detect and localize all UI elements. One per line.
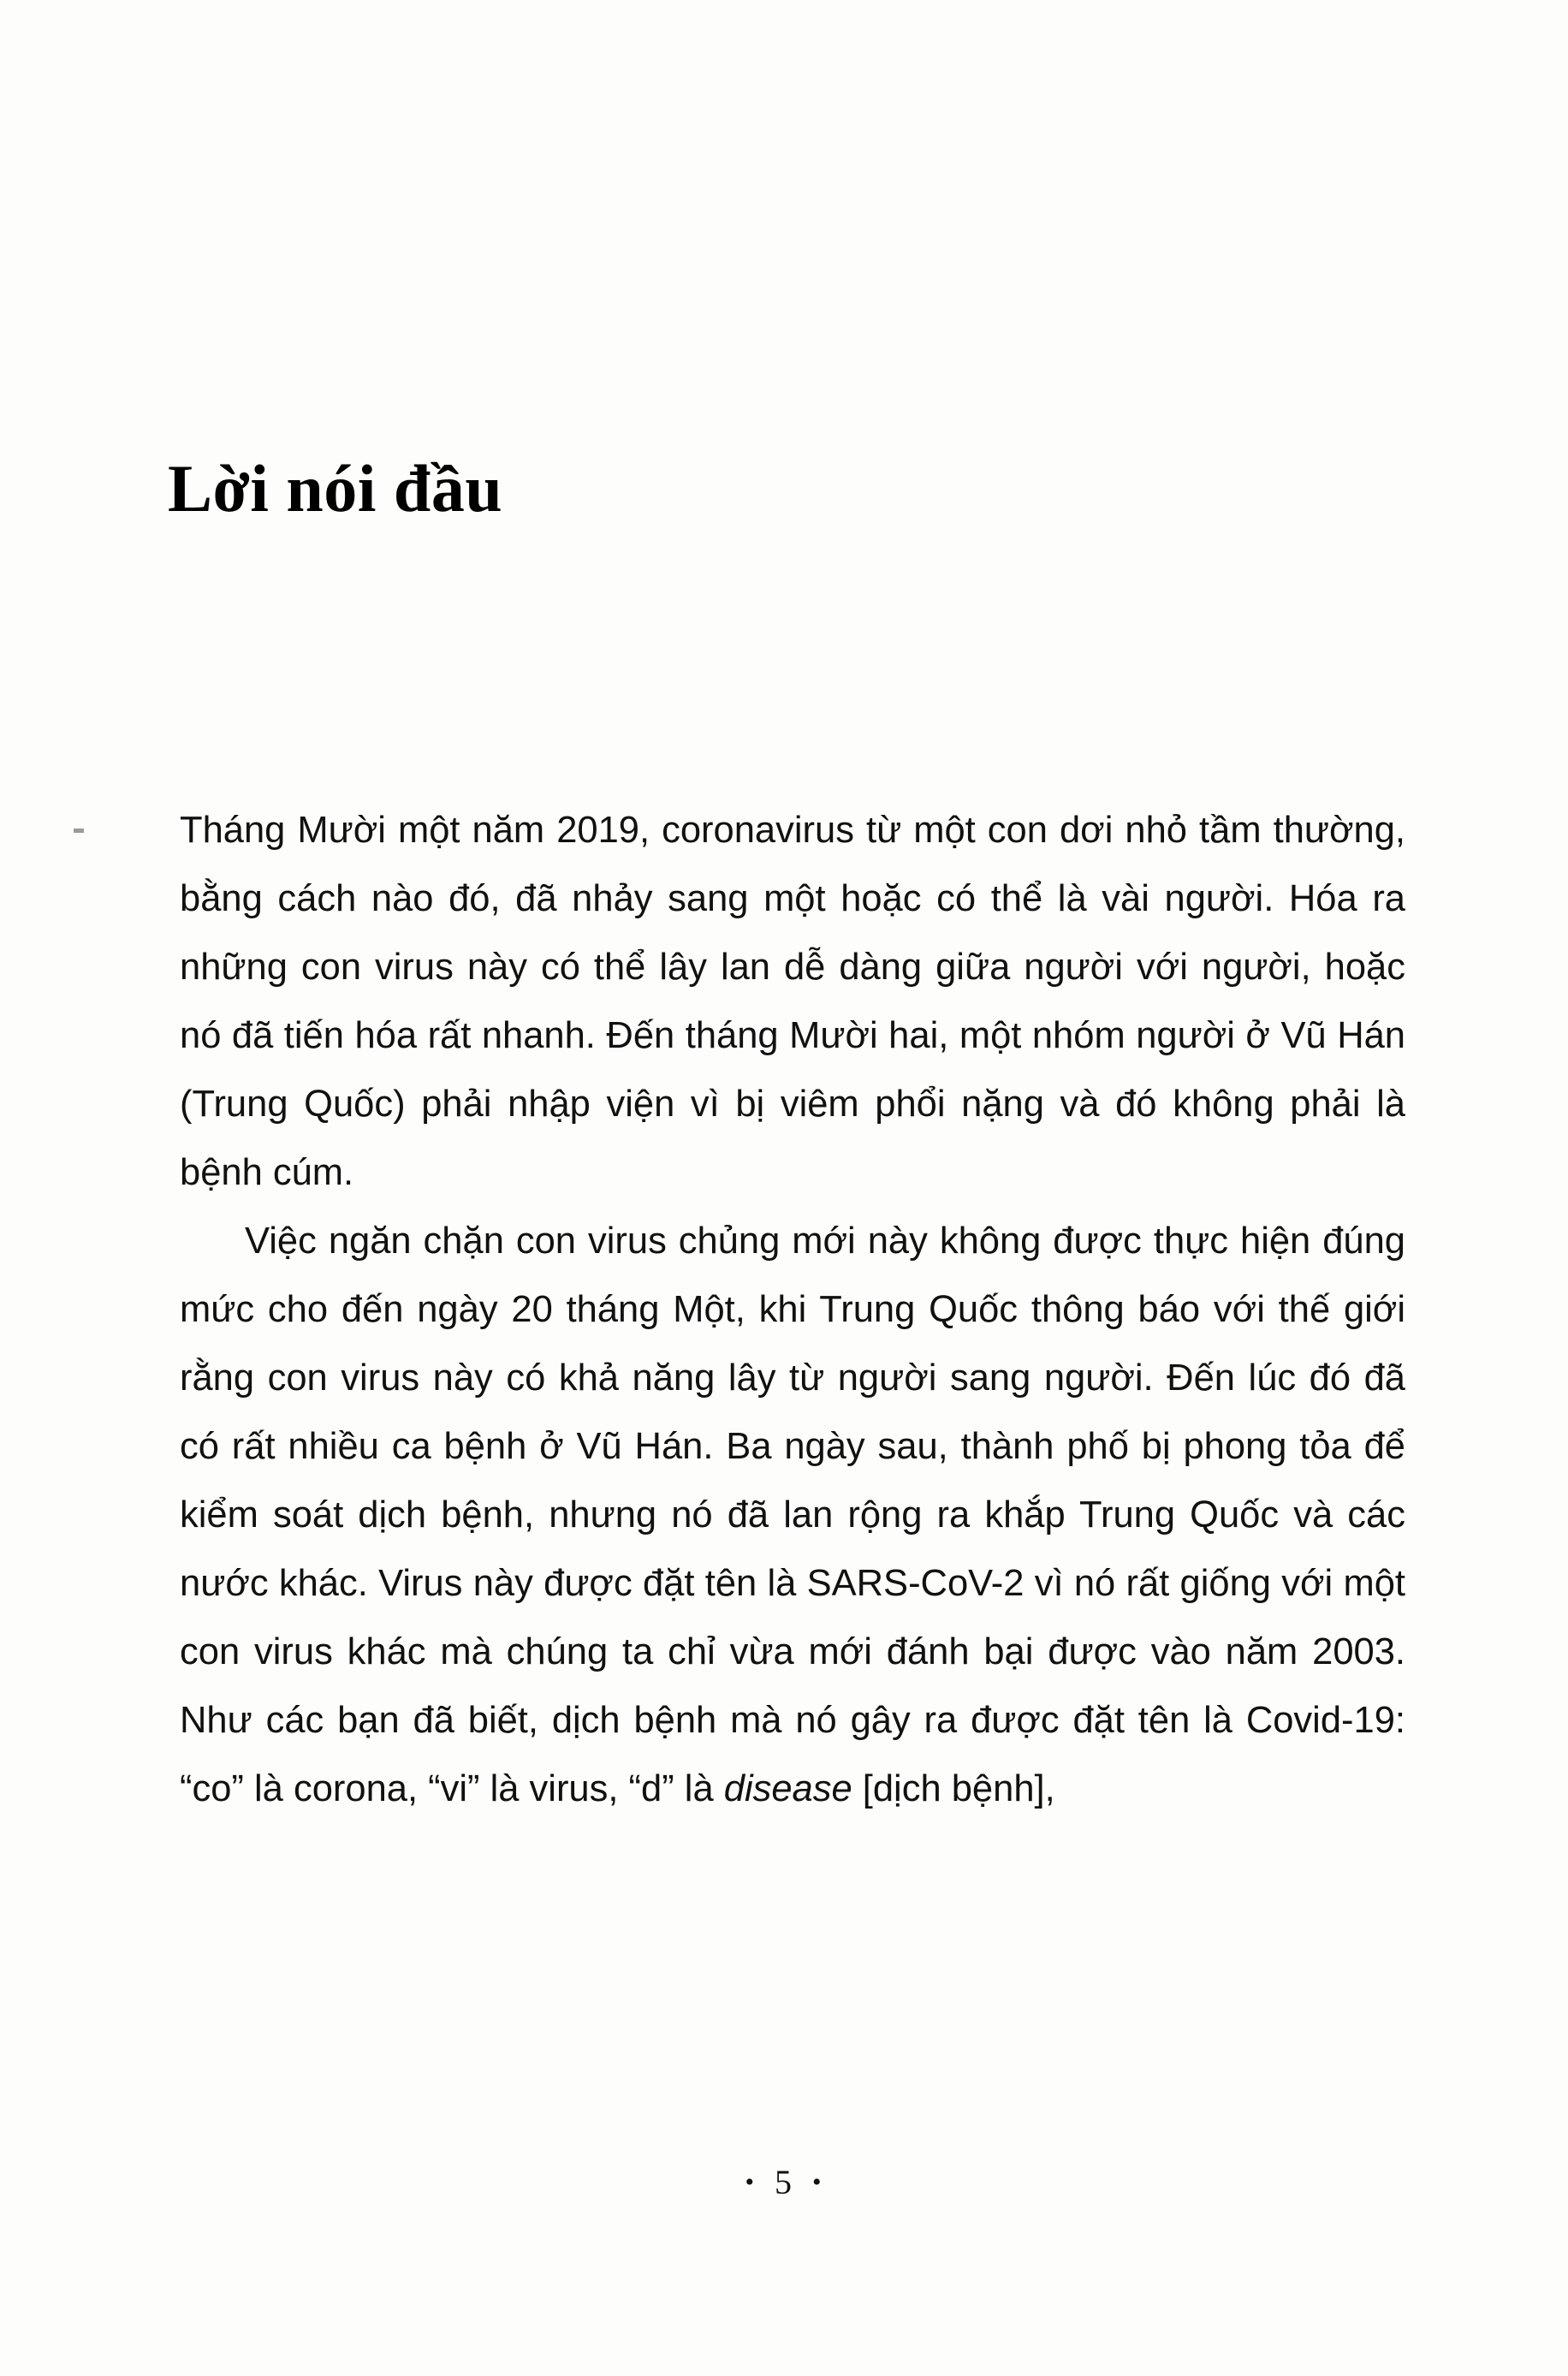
page-number: 5 bbox=[775, 2163, 793, 2202]
paragraph-2-part-2: [dịch bệnh], bbox=[852, 1768, 1055, 1809]
paragraph-2 bbox=[180, 1207, 1405, 1823]
paragraph-2-italic-term: disease bbox=[723, 1768, 852, 1809]
margin-tick-mark bbox=[74, 829, 84, 833]
folio-ornament-right: • bbox=[812, 2167, 823, 2196]
folio-ornament-left: • bbox=[745, 2167, 756, 2196]
page-folio bbox=[168, 2159, 1400, 2202]
paragraph-2-part-1: Việc ngăn chặn con virus chủng mới này không được thực hiện đúng mức cho đến ngày 20 tháng Một, khi Trung Quốc thông báo với thế giới rằng con virus này có khả năng lây từ người sang người. Đến lúc đó đã có rất nhiều ca bệnh ở Vũ Hán. Ba ngày sau, thành phố bị phong tỏa để kiểm soát dịch bệnh, nhưng nó đã lan rộng ra khắp Trung Quốc và các nước khác. Virus này được đặt tên là SARS-CoV-2 vì nó rất giống với một con virus khác mà chúng ta chỉ vừa mới đánh bại được vào năm 2003. Như các bạn đã biết, dịch bệnh mà nó gây ra được đặt tên là Covid-19: “co” là corona, “vi” là virus, “d” là bbox=[180, 1221, 1405, 1809]
paragraph-1: Tháng Mười một năm 2019, coronavirus từ một con dơi nhỏ tầm thường, bằng cách nào đó, đã nhảy sang một hoặc có thể là vài người. Hóa ra những con virus này có thể lây lan dễ dàng giữa người với người, hoặc nó đã tiến hóa rất nhanh. Đến tháng Mười hai, một nhóm người ở Vũ Hán (Trung Quốc) phải nhập viện vì bị viêm phổi nặng và đó không phải là bệnh cúm. bbox=[180, 810, 1405, 1193]
body-text bbox=[180, 796, 1405, 1823]
page-content bbox=[168, 0, 1405, 2376]
page-title: Lời nói đầu bbox=[168, 451, 503, 526]
